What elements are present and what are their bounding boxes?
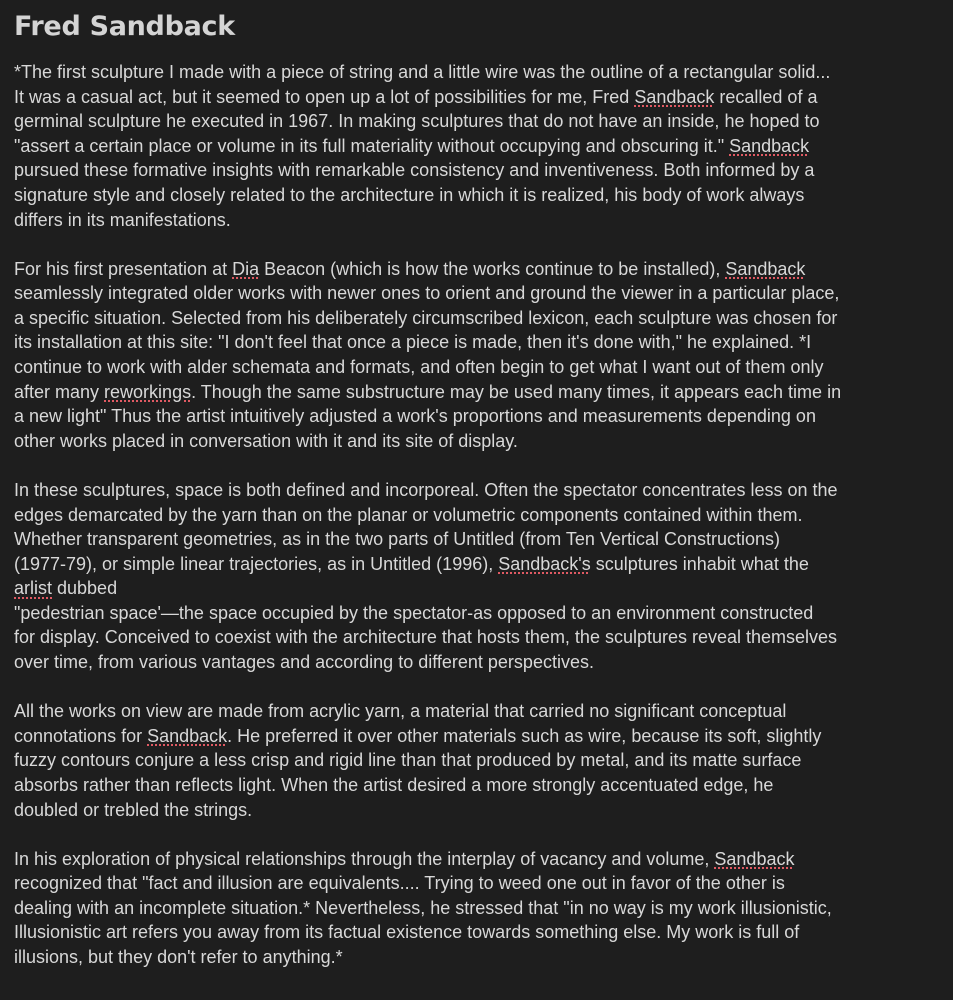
- text-line[interactable]: [14, 60, 939, 85]
- text-line[interactable]: [14, 404, 939, 429]
- text-run[interactable]: continue to work with alder schemata and formats, and often begin to get what I want out of them only: [14, 357, 824, 378]
- text-run[interactable]: absorbs rather than reflects light. When the artist desired a more strongly accentuated edge, he: [14, 774, 774, 795]
- misspelled-word[interactable]: Sandback's: [498, 553, 591, 574]
- page-title[interactable]: Fred Sandback: [14, 11, 235, 42]
- text-run[interactable]: . He preferred it over other materials such as wire, because its soft, slightly: [227, 725, 822, 746]
- misspelled-word[interactable]: arlist: [14, 578, 53, 599]
- text-run[interactable]: seamlessly integrated older works with newer ones to orient and ground the viewer in a particular place,: [14, 283, 840, 304]
- text-run[interactable]: Whether transparent geometries, as in the two parts of Untitled (from Ten Vertical Constructions): [14, 529, 781, 550]
- text-line[interactable]: [14, 281, 939, 306]
- text-run[interactable]: its installation at this site: "I don't feel that once a piece is made, then it's done with," he explained. *I: [14, 332, 812, 353]
- text-run[interactable]: . Though the same substructure may be used many times, it appears each time in: [191, 381, 842, 402]
- misspelled-word[interactable]: Sandback: [714, 848, 795, 869]
- text-line[interactable]: [14, 625, 939, 650]
- text-run[interactable]: Illusionistic art refers you away from its factual existence towards something else. My work is full of: [14, 922, 800, 943]
- misspelled-word[interactable]: Sandback: [634, 86, 715, 107]
- text-run[interactable]: pursued these formative insights with remarkable consistency and inventiveness. Both informed by a: [14, 160, 815, 181]
- text-run[interactable]: Beacon (which is how the works continue to be installed),: [259, 258, 726, 279]
- text-line[interactable]: [14, 306, 939, 331]
- paragraph[interactable]: [14, 478, 939, 675]
- text-line[interactable]: [14, 183, 939, 208]
- text-line[interactable]: [14, 699, 939, 724]
- text-run[interactable]: recognized that "fact and illusion are equivalents.... Trying to weed one out in favor of the other is: [14, 873, 785, 894]
- text-line[interactable]: [14, 773, 939, 798]
- text-line[interactable]: [14, 109, 939, 134]
- paragraph[interactable]: [14, 699, 939, 822]
- text-run[interactable]: edges demarcated by the yarn than on the planar or volumetric components contained within them.: [14, 504, 803, 525]
- text-line[interactable]: [14, 158, 939, 183]
- misspelled-word[interactable]: Sandback: [729, 135, 810, 156]
- text-line[interactable]: [14, 380, 939, 405]
- text-run[interactable]: "pedestrian space'—the space occupied by the spectator-as opposed to an environment constructed: [14, 602, 814, 623]
- text-line[interactable]: [14, 134, 939, 159]
- paragraph[interactable]: [14, 257, 939, 454]
- text-line[interactable]: [14, 724, 939, 749]
- text-run[interactable]: All the works on view are made from acrylic yarn, a material that carried no significant conceptual: [14, 701, 787, 722]
- text-run[interactable]: For his first presentation at: [14, 258, 233, 279]
- text-run[interactable]: "assert a certain place or volume in its full materiality without occupying and obscuring it.": [14, 135, 730, 156]
- text-run[interactable]: It was a casual act, but it seemed to open up a lot of possibilities for me, Fred: [14, 86, 635, 107]
- text-line[interactable]: [14, 576, 939, 601]
- text-line[interactable]: [14, 478, 939, 503]
- text-run[interactable]: over time, from various vantages and according to different perspectives.: [14, 652, 594, 673]
- text-line[interactable]: [14, 798, 939, 823]
- text-run[interactable]: signature style and closely related to the architecture in which it is realized, his body of work always: [14, 184, 805, 205]
- text-line[interactable]: [14, 847, 939, 872]
- text-run[interactable]: germinal sculpture he executed in 1967. In making sculptures that do not have an inside, he hoped to: [14, 111, 820, 132]
- text-run[interactable]: for display. Conceived to coexist with the architecture that hosts them, the sculptures reveal themselves: [14, 627, 838, 648]
- text-line[interactable]: [14, 920, 939, 945]
- text-line[interactable]: [14, 748, 939, 773]
- text-run[interactable]: illusions, but they don't refer to anything.*: [14, 947, 343, 967]
- text-run[interactable]: sculptures inhabit what the: [590, 553, 809, 574]
- text-run[interactable]: other works placed in conversation with it and its site of display.: [14, 430, 518, 451]
- text-line[interactable]: [14, 208, 939, 233]
- text-run[interactable]: dubbed: [52, 578, 118, 599]
- text-line[interactable]: [14, 945, 939, 970]
- misspelled-word[interactable]: Dia: [232, 258, 260, 279]
- text-run[interactable]: a specific situation. Selected from his deliberately circumscribed lexicon, each sculpture was chosen for: [14, 307, 838, 328]
- text-run[interactable]: In his exploration of physical relationships through the interplay of vacancy and volume,: [14, 848, 715, 869]
- text-line[interactable]: [14, 257, 939, 282]
- text-run[interactable]: dealing with an incomplete situation.* Nevertheless, he stressed that "in no way is my work illusionistic,: [14, 897, 832, 918]
- document-body[interactable]: [14, 60, 939, 970]
- text-line[interactable]: [14, 503, 939, 528]
- text-line[interactable]: [14, 896, 939, 921]
- text-run[interactable]: connotations for: [14, 725, 148, 746]
- text-run[interactable]: In these sculptures, space is both defined and incorporeal. Often the spectator concentrates less on the: [14, 479, 838, 500]
- text-run[interactable]: (1977-79), or simple linear trajectories, as in Untitled (1996),: [14, 553, 499, 574]
- text-run[interactable]: recalled of a: [714, 86, 818, 107]
- text-run[interactable]: after many: [14, 381, 105, 402]
- paragraph[interactable]: [14, 60, 939, 232]
- text-line[interactable]: [14, 429, 939, 454]
- text-run[interactable]: differs in its manifestations.: [14, 209, 231, 230]
- text-line[interactable]: [14, 355, 939, 380]
- text-run[interactable]: doubled or trebled the strings.: [14, 799, 253, 820]
- text-line[interactable]: [14, 85, 939, 110]
- paragraph[interactable]: [14, 847, 939, 970]
- text-line[interactable]: [14, 601, 939, 626]
- text-run[interactable]: *The first sculpture I made with a piece of string and a little wire was the outline of a rectangular solid...: [14, 62, 831, 82]
- text-run[interactable]: fuzzy contours conjure a less crisp and rigid line than that produced by metal, and its matte surface: [14, 750, 802, 771]
- text-line[interactable]: [14, 871, 939, 896]
- misspelled-word[interactable]: Sandback: [147, 725, 228, 746]
- text-line[interactable]: [14, 330, 939, 355]
- misspelled-word[interactable]: reworkings: [104, 381, 192, 402]
- text-line[interactable]: [14, 552, 939, 577]
- text-line[interactable]: [14, 527, 939, 552]
- text-run[interactable]: a new light" Thus the artist intuitively adjusted a work's proportions and measurements depending on: [14, 406, 816, 427]
- text-line[interactable]: [14, 650, 939, 675]
- misspelled-word[interactable]: Sandback: [725, 258, 806, 279]
